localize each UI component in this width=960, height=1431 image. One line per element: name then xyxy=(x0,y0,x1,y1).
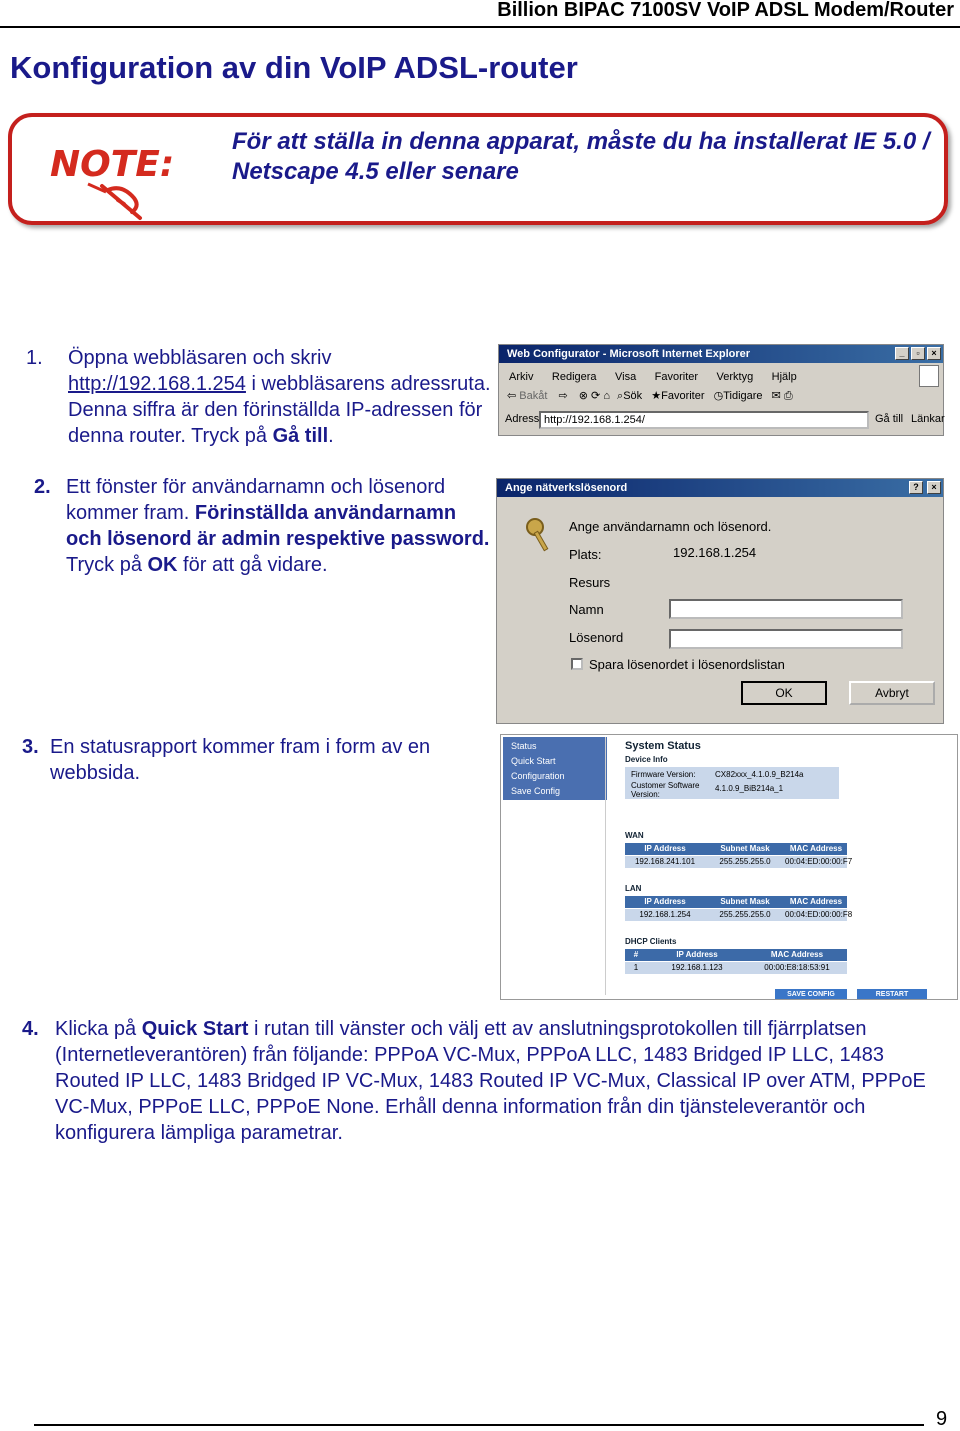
firmware-value: CX82xxx_4.1.0.9_B214a xyxy=(715,770,804,779)
menu-visa[interactable]: Visa xyxy=(615,371,637,383)
browser-title: Web Configurator - Microsoft Internet Explorer xyxy=(507,348,751,360)
status-nav xyxy=(503,737,607,800)
ie-logo-icon xyxy=(919,365,939,387)
password-input[interactable] xyxy=(669,629,903,649)
step-1-bold: Gå till xyxy=(272,425,329,447)
restart-button[interactable]: RESTART xyxy=(857,989,927,1000)
save-config-button[interactable]: SAVE CONFIG xyxy=(775,989,847,1000)
dhcp-index: 1 xyxy=(633,963,639,972)
lan-header-mac: MAC Address xyxy=(789,897,843,906)
print-icon[interactable]: ⎙ xyxy=(783,390,793,402)
step-2-bold-a: Förinställda användarnamn och lösenord är admin respektive password. xyxy=(66,502,490,550)
lan-mask: 255.255.255.0 xyxy=(719,910,771,919)
lan-header-row xyxy=(625,896,847,908)
step-1-text xyxy=(68,345,493,449)
login-titlebar xyxy=(497,479,943,497)
minimize-icon[interactable]: _ xyxy=(895,347,909,360)
nav-divider xyxy=(605,737,606,995)
step-1-end: . xyxy=(328,425,334,447)
site-value: 192.168.1.254 xyxy=(673,545,757,560)
page-title: Konfiguration av din VoIP ADSL-router xyxy=(10,50,578,85)
browser-window xyxy=(498,344,944,436)
dhcp-header-index: # xyxy=(633,950,639,959)
browser-toolbar xyxy=(507,389,793,403)
search-button[interactable]: Sök xyxy=(623,390,643,402)
wan-header-mask: Subnet Mask xyxy=(720,844,770,853)
menu-hjalp[interactable]: Hjälp xyxy=(771,371,797,383)
browser-menubar xyxy=(509,367,811,385)
close-icon[interactable]: × xyxy=(927,481,941,494)
device-info-table xyxy=(625,767,839,799)
nav-quick-start[interactable]: Quick Start xyxy=(511,756,556,766)
go-button[interactable]: Gå till xyxy=(875,413,904,425)
step-2-text xyxy=(66,474,491,578)
step-1-number: 1. xyxy=(26,347,43,369)
forward-icon[interactable]: ⇨ xyxy=(558,390,568,402)
lan-ip: 192.168.1.254 xyxy=(639,910,691,919)
lan-header-mask: Subnet Mask xyxy=(720,897,770,906)
dhcp-header-ip: IP Address xyxy=(676,950,718,959)
menu-favoriter[interactable]: Favoriter xyxy=(654,371,699,383)
nav-status[interactable]: Status xyxy=(511,741,537,751)
step-1-text-b: i webbläsarens adressruta. Denna siffra är den förinställda IP-adressen för denna router. Tryck på xyxy=(68,373,491,447)
step-4-text xyxy=(55,1016,945,1146)
wan-mac: 00:04:ED:00:00:F7 xyxy=(785,857,853,866)
login-dialog xyxy=(496,478,944,724)
status-page xyxy=(500,734,958,1000)
page-number: 9 xyxy=(936,1408,948,1430)
step-4-text-b: i rutan till vänster och välj ett av anslutningsprotokollen till fjärrplatsen (Internetleverantören) från följande: PPPoA VC-Mux, PPPoA LLC, 1483 Bridged IP LLC, 1483 Routed IP LLC, 1483 Bridged IP VC-Mux, 1483 Routed IP VC-Mux, Classical IP over ATM, PPPoE VC-Mux, PPPoE LLC, PPPoE None. Erhåll denna information från din tjänsteleverantör och konfigurera lämpliga parametrar. xyxy=(55,1018,926,1144)
step-2-text-a: Ett fönster för användarnamn och lösenord kommer fram. xyxy=(66,476,446,524)
save-password-label: Spara lösenordet i lösenordslistan xyxy=(589,657,785,672)
customer-value: 4.1.0.9_BiB214a_1 xyxy=(715,784,784,793)
step-4-number: 4. xyxy=(22,1018,39,1040)
mail-icon[interactable]: ✉ xyxy=(771,390,781,402)
step-2-text-b: Tryck på xyxy=(66,554,148,576)
back-button[interactable]: Bakåt xyxy=(519,390,548,402)
step-2-text-c: för att gå vidare. xyxy=(177,554,328,576)
step-4-text-a: Klicka på xyxy=(55,1018,142,1040)
nav-configuration[interactable]: Configuration xyxy=(511,771,565,781)
firmware-label: Firmware Version: xyxy=(631,770,696,779)
help-icon[interactable]: ? xyxy=(909,481,923,494)
dhcp-header-row xyxy=(625,949,847,961)
wan-data-row xyxy=(625,856,853,868)
close-icon[interactable]: × xyxy=(927,347,941,360)
nav-save-config[interactable]: Save Config xyxy=(511,786,561,796)
wan-header-row xyxy=(625,843,847,855)
lan-title: LAN xyxy=(625,884,642,893)
customer-label: Customer Software Version: xyxy=(631,781,700,799)
menu-redigera[interactable]: Redigera xyxy=(551,371,597,383)
menu-verktyg[interactable]: Verktyg xyxy=(716,371,754,383)
lan-data-row xyxy=(625,909,853,921)
favorites-button[interactable]: Favoriter xyxy=(661,390,705,402)
step-2-bold-b: OK xyxy=(147,554,178,576)
step-3-text: En statusrapport kommer fram i form av en webbsida. xyxy=(50,736,431,784)
history-button[interactable]: Tidigare xyxy=(723,390,763,402)
wan-mask: 255.255.255.0 xyxy=(719,857,771,866)
lan-header-ip: IP Address xyxy=(644,897,686,906)
ok-button[interactable]: OK xyxy=(741,681,827,705)
key-icon xyxy=(523,515,563,555)
lan-mac: 00:04:ED:00:00:F8 xyxy=(785,910,853,919)
system-status-title: System Status xyxy=(625,740,701,752)
resource-label: Resurs xyxy=(569,575,611,590)
login-prompt: Ange användarnamn och lösenord. xyxy=(569,519,772,534)
wan-header-mac: MAC Address xyxy=(789,844,843,853)
step-2-number: 2. xyxy=(34,476,51,498)
search-icon: ⌕ xyxy=(617,390,624,402)
login-title: Ange nätverkslösenord xyxy=(505,482,628,494)
header-rule xyxy=(0,26,960,28)
history-icon: ◷ xyxy=(713,390,724,402)
links-label: Länkar xyxy=(911,413,945,425)
router-url-link[interactable]: http://192.168.1.254 xyxy=(68,373,246,395)
refresh-icon[interactable]: ⟳ xyxy=(591,390,601,402)
dhcp-header-mac: MAC Address xyxy=(770,950,824,959)
footer-rule xyxy=(34,1424,924,1426)
browser-titlebar xyxy=(499,345,943,363)
wan-ip: 192.168.241.101 xyxy=(634,857,696,866)
step-1-text-a: Öppna webbläsaren och skriv xyxy=(68,347,332,369)
address-label: Adress xyxy=(505,413,540,425)
document-header: Billion BIPAC 7100SV VoIP ADSL Modem/Router xyxy=(497,0,954,21)
device-info-title: Device Info xyxy=(625,755,668,764)
dhcp-title: DHCP Clients xyxy=(625,937,677,946)
cancel-button[interactable]: Avbryt xyxy=(849,681,935,705)
wan-title: WAN xyxy=(625,831,644,840)
step-3-number: 3. xyxy=(22,736,39,758)
password-label: Lösenord xyxy=(569,630,624,645)
back-icon: ⇦ xyxy=(507,390,517,402)
maximize-icon[interactable]: ▫ xyxy=(911,347,925,360)
wan-header-ip: IP Address xyxy=(644,844,686,853)
dhcp-data-row xyxy=(625,962,847,974)
save-password-checkbox[interactable] xyxy=(571,658,583,670)
name-label: Namn xyxy=(569,602,604,617)
stop-icon[interactable]: ⊗ xyxy=(578,390,588,402)
address-input[interactable]: http://192.168.1.254/ xyxy=(539,411,869,429)
note-logo-text: NOTE: xyxy=(50,144,175,185)
note-text: För att ställa in denna apparat, måste du ha installerat IE 5.0 / Netscape 4.5 eller senare xyxy=(232,128,930,185)
site-label: Plats: xyxy=(569,547,602,562)
dhcp-ip: 192.168.1.123 xyxy=(671,963,723,972)
favorites-icon: ★ xyxy=(651,390,662,402)
username-input[interactable] xyxy=(669,599,903,619)
note-logo xyxy=(48,140,180,222)
dhcp-mac: 00:00:E8:18:53:91 xyxy=(764,963,830,972)
menu-arkiv[interactable]: Arkiv xyxy=(509,371,534,383)
home-icon[interactable]: ⌂ xyxy=(603,390,610,402)
step-4-bold: Quick Start xyxy=(141,1018,249,1040)
